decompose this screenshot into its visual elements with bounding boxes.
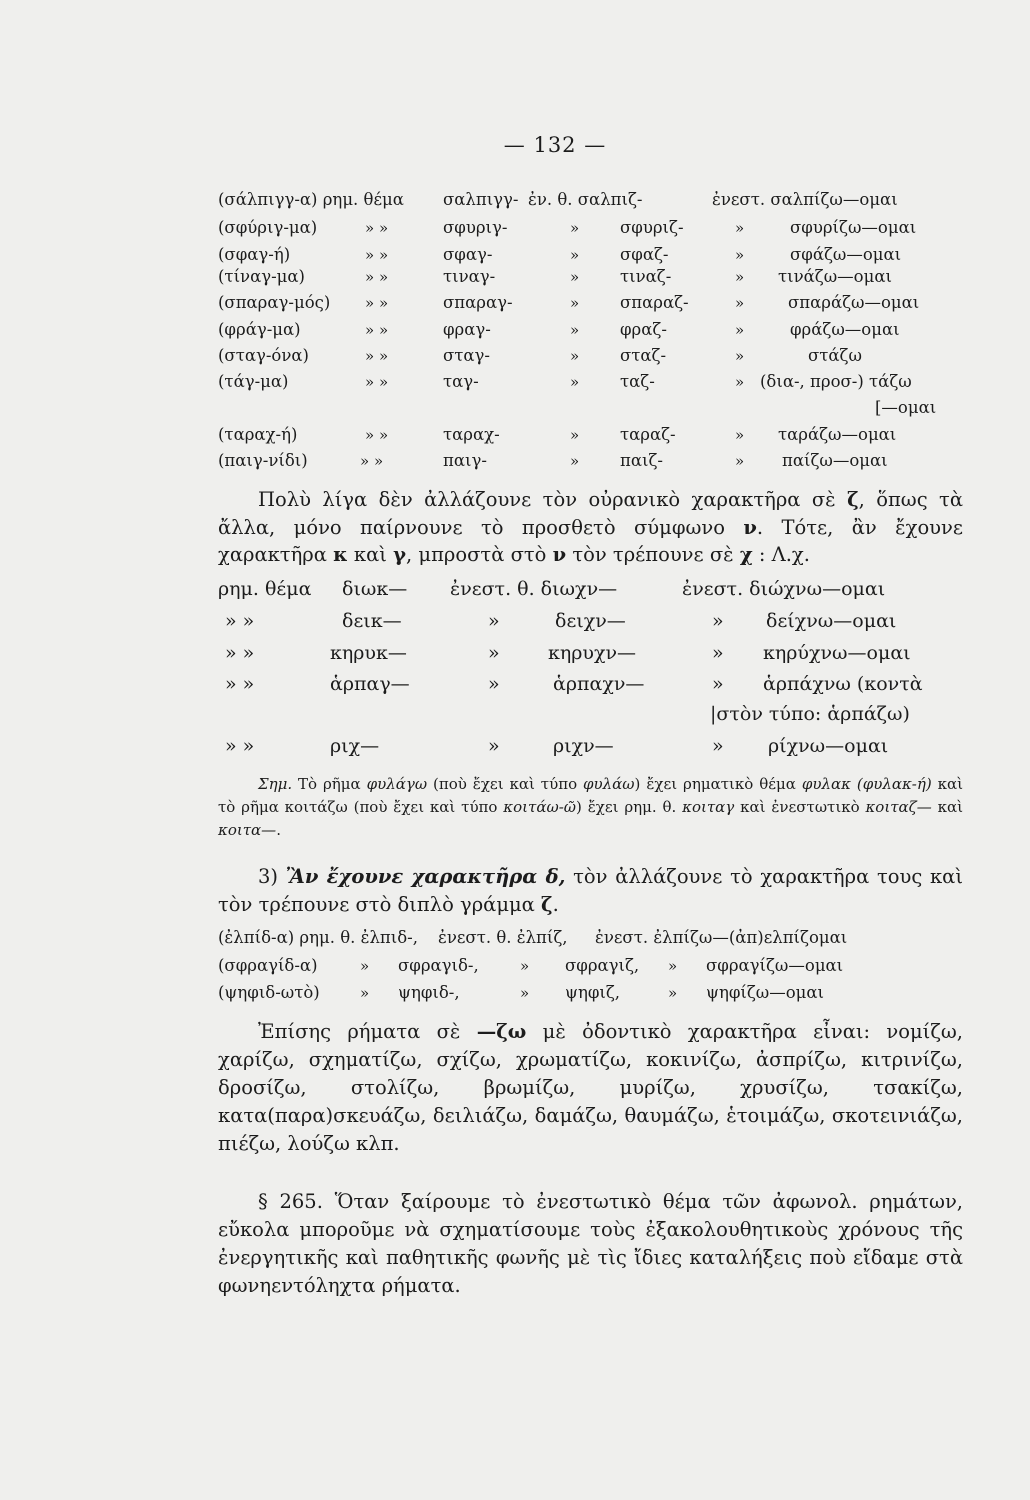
ditto-mark: » — [488, 610, 500, 632]
table-cell: σπαραγ- — [443, 293, 513, 312]
table-cell-continuation: |στὸν τύπο: ἁρπάζω) — [710, 703, 910, 725]
table-cell: (σπαραγ-μός) — [218, 293, 331, 312]
ditto-mark: » — [735, 268, 745, 286]
ditto-mark: » » — [365, 219, 389, 237]
table-cell: παιγ- — [443, 451, 487, 470]
paragraph-velar-change: Πολὺ λίγα δὲν ἀλλάζουνε τὸν οὐρανικὸ χαρακτῆρα σὲ ζ, ὅπως τὰ ἄλλα, μόνο παίρνουνε τὸ προσθετὸ σύμφωνο ν. Τότε, ἂν ἔχουνε χαρακτῆρα κ καὶ γ, μπροστὰ στὸ ν τὸν τρέπουνε σὲ χ : Λ.χ. — [218, 488, 963, 566]
paragraph-dental-verbs: Ἐπίσης ρήματα σὲ —ζω μὲ ὀδοντικὸ χαρακτῆρα εἶναι: νομίζω, χαρίζω, σχηματίζω, σχίζω, χρωματίζω, κοκινίζω, ἀσπρίζω, κιτρινίζω, δροσίζω, στολίζω, βρωμίζω, μυρίζω, χρυσίζω, τσακίζω, κατα(παρα)σκευάζω, δειλιάζω, δαμάζω, θαυμάζω, ἑτοιμάζω, σκοτεινιάζω, πιέζω, λούζω κλπ. — [218, 1020, 963, 1155]
table-cell: σταγ- — [443, 346, 490, 365]
table-cell: παιζ- — [620, 451, 663, 470]
table-cell: σφραγιδ-, — [398, 956, 479, 975]
ditto-mark: » » — [365, 347, 389, 365]
ditto-mark: » » — [225, 673, 255, 695]
ditto-mark: » — [488, 642, 500, 664]
ditto-mark: » — [488, 673, 500, 695]
table-cell: (τίναγ-μα) — [218, 267, 305, 286]
table-cell: (σταγ-όνα) — [218, 346, 309, 365]
table-cell: φραγ- — [443, 320, 491, 339]
ditto-mark: » » — [365, 321, 389, 339]
table-cell: (ἐλπίδ-α) ρημ. θ. ἐλπιδ-, — [218, 928, 418, 947]
table-cell: (ψηφιδ-ωτὸ) — [218, 983, 320, 1002]
table-cell: (ταραχ-ή) — [218, 425, 298, 444]
ditto-mark: » — [570, 219, 580, 237]
ditto-mark: » » — [365, 268, 389, 286]
table-cell: ψηφίζω—ομαι — [706, 983, 825, 1002]
table-cell: ἁρπάχνω (κοντὰ — [763, 673, 923, 695]
table-cell: ταραχ- — [443, 425, 500, 444]
ditto-mark: » — [712, 735, 724, 757]
ditto-mark: » — [735, 219, 745, 237]
table-cell: φράζω—ομαι — [790, 320, 900, 339]
table-cell: σφραγίζω—ομαι — [706, 956, 844, 975]
ditto-mark: » — [735, 321, 745, 339]
table-cell: ταράζω—ομαι — [778, 425, 897, 444]
ditto-mark: » » — [365, 246, 389, 264]
table-cell: δειχν— — [555, 610, 626, 632]
table-cell: ἐν. θ. σαλπιζ- — [528, 190, 643, 209]
table-cell: (δια-, προσ-) τάζω — [760, 372, 912, 391]
ditto-mark: » » — [365, 294, 389, 312]
table-cell: (παιγ-νίδι) — [218, 451, 308, 470]
table-cell: ταζ- — [620, 372, 655, 391]
table-cell: κηρύχνω—ομαι — [763, 642, 911, 664]
table-cell: τιναζ- — [620, 267, 672, 286]
ditto-mark: » — [735, 347, 745, 365]
table-cell: ριχν— — [553, 735, 614, 757]
table-cell: ρημ. θέμα — [218, 578, 312, 600]
ditto-mark: » — [570, 373, 580, 391]
section-3-heading: 3) Ἂν ἔχουνε χαρακτῆρα δ, τὸν ἀλλάζουνε τὸ χαρακτῆρα τους καὶ τὸν τρέπουνε στὸ διπλὸ γράμμα ζ. — [218, 865, 963, 916]
ditto-mark: » » — [225, 610, 255, 632]
table-cell: στάζω — [808, 346, 862, 365]
ditto-mark: » » — [365, 373, 389, 391]
table-cell: ταραζ- — [620, 425, 676, 444]
ditto-mark: » » — [365, 426, 389, 444]
table-cell: (σφύριγ-μα) — [218, 218, 318, 237]
ditto-mark: » — [712, 673, 724, 695]
ditto-mark: » » — [225, 735, 255, 757]
ditto-mark: » — [570, 426, 580, 444]
table-cell: ψηφιζ, — [565, 983, 621, 1002]
table-cell: (σφραγίδ-α) — [218, 956, 318, 975]
ditto-mark: » » — [225, 642, 255, 664]
table-cell: σφυριζ- — [620, 218, 684, 237]
table-cell: σφαζ- — [620, 245, 669, 264]
table-cell: κηρυκ— — [330, 642, 407, 664]
table-cell: (σφαγ-ή) — [218, 245, 291, 264]
table-cell: κηρυχν— — [548, 642, 637, 664]
table-cell: ρίχνω—ομαι — [768, 735, 889, 757]
table-cell: ταγ- — [443, 372, 479, 391]
table-cell: σταζ- — [620, 346, 667, 365]
table-cell: ἐνεστ. σαλπίζω—ομαι — [712, 190, 898, 209]
ditto-mark: » — [570, 294, 580, 312]
table-cell: σπαράζω—ομαι — [788, 293, 920, 312]
ditto-mark: » — [570, 347, 580, 365]
table-cell: φραζ- — [620, 320, 667, 339]
ditto-mark: » — [735, 452, 745, 470]
ditto-mark: » — [570, 246, 580, 264]
ditto-mark: » — [360, 957, 370, 975]
ditto-mark: » — [735, 373, 745, 391]
table-cell: δεικ— — [342, 610, 402, 632]
ditto-mark: » — [520, 984, 530, 1002]
ditto-mark: » — [570, 452, 580, 470]
ditto-mark: » — [520, 957, 530, 975]
ditto-mark: » — [712, 610, 724, 632]
table-cell: σαλπιγγ- — [443, 190, 519, 209]
table-cell: ἐνεστ. διώχνω—ομαι — [682, 578, 886, 600]
paragraph-section-265: § 265. Ὅταν ξαίρουμε τὸ ἐνεστωτικὸ θέμα τῶν ἀφωνολ. ρημάτων, εὔκολα μποροῦμε νὰ σχηματίσουμε τοὺς ἐξακολουθητικοὺς χρόνους τῆς ἐνεργητικῆς καὶ παθητικῆς φωνῆς μὲ τὶς ἴδιες καταλήξεις ποὺ εἴδαμε στὰ φωνηεντόληχτα ρήματα. — [218, 1190, 963, 1297]
table-cell: ἐνεστ. θ. διωχν— — [450, 578, 618, 600]
table-cell: δείχνω—ομαι — [766, 610, 897, 632]
ditto-mark: » — [488, 735, 500, 757]
note-paragraph: Σημ. Τὸ ρῆμα φυλάγω (ποὺ ἔχει καὶ τύπο φυλάω) ἔχει ρηματικὸ θέμα φυλακ (φυλακ-ή) καὶ τὸ ρῆμα κοιτάζω (ποὺ ἔχει καὶ τύπο κοιτάω-ῶ) ἔχει ρημ. θ. κοιταγ καὶ ἐνεστωτικὸ κοιταζ— καὶ κοιτα—. — [218, 775, 964, 839]
ditto-mark: » — [712, 642, 724, 664]
table-cell: διωκ— — [342, 578, 408, 600]
table-cell: (σάλπιγγ-α) ρημ. θέμα — [218, 190, 404, 209]
table-cell: ριχ— — [330, 735, 380, 757]
table-cell: ἐνεστ. ἐλπίζω—(ἀπ)ελπίζομαι — [595, 928, 848, 947]
table-cell: σφυριγ- — [443, 218, 508, 237]
ditto-mark: » — [360, 984, 370, 1002]
ditto-mark: » — [570, 268, 580, 286]
ditto-mark: » — [668, 957, 678, 975]
ditto-mark: » — [735, 294, 745, 312]
table-cell: σπαραζ- — [620, 293, 689, 312]
ditto-mark: » — [735, 246, 745, 264]
ditto-mark: » — [668, 984, 678, 1002]
table-cell: ψηφιδ-, — [398, 983, 460, 1002]
table-cell: σφυρίζω—ομαι — [790, 218, 917, 237]
ditto-mark: » — [570, 321, 580, 339]
table-cell: (φράγ-μα) — [218, 320, 301, 339]
table-cell: σφαγ- — [443, 245, 493, 264]
ditto-mark: » — [735, 426, 745, 444]
table-cell: (τάγ-μα) — [218, 372, 289, 391]
table-cell: τινάζω—ομαι — [778, 267, 892, 286]
page-number: — 132 — — [503, 133, 607, 157]
table-cell: ἁρπαγ— — [330, 673, 410, 695]
table-cell: ἐνεστ. θ. ἐλπίζ, — [438, 928, 568, 947]
table-cell: τιναγ- — [443, 267, 496, 286]
table-cell: σφραγιζ, — [565, 956, 640, 975]
table-cell-continuation: [—ομαι — [875, 398, 937, 417]
table-cell: ἁρπαχν— — [553, 673, 645, 695]
table-cell: σφάζω—ομαι — [790, 245, 902, 264]
table-cell: παίζω—ομαι — [782, 451, 888, 470]
ditto-mark: » » — [360, 452, 384, 470]
